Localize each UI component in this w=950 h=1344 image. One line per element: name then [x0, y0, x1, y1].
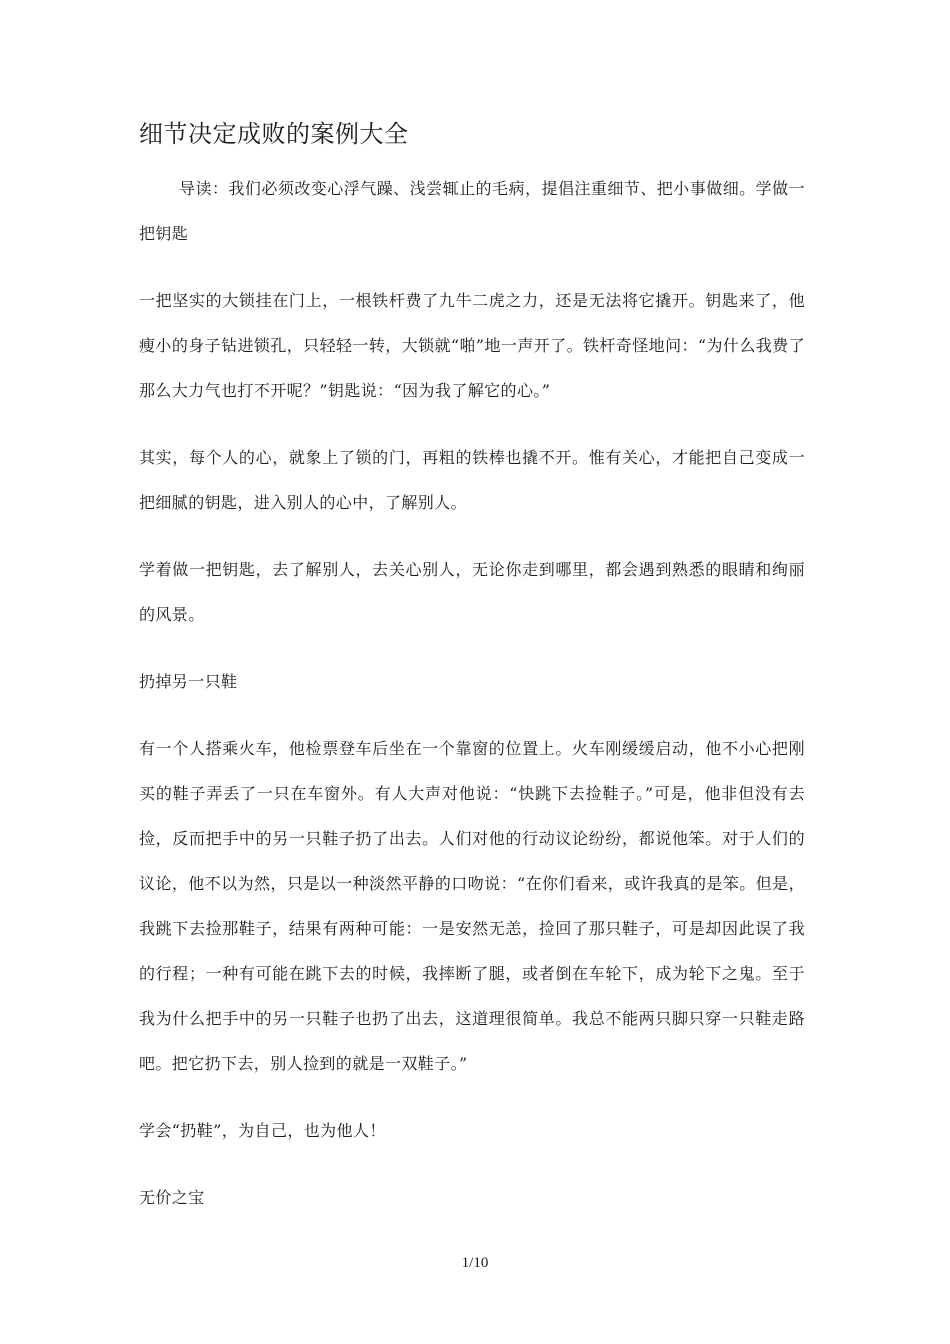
intro-paragraph: 导读：我们必须改变心浮气躁、浅尝辄止的毛病，提倡注重细节、把小事做细。学做一把钥匙 [139, 179, 805, 243]
document-title: 细节决定成败的案例大全 [139, 120, 409, 148]
section-heading-treasure: 无价之宝 [139, 1188, 205, 1207]
key-lesson-paragraph: 学着做一把钥匙，去了解别人，去关心别人，无论你走到哪里，都会遇到熟悉的眼睛和绚丽的风景。 [139, 560, 805, 624]
shoe-lesson-paragraph: 学会“扔鞋”，为自己，也为他人！ [139, 1121, 386, 1140]
document-body [139, 112, 805, 1242]
key-story-paragraph: 一把坚实的大锁挂在门上，一根铁杆费了九牛二虎之力，还是无法将它撬开。钥匙来了，他瘦小的身子钻进锁孔，只轻轻一转，大锁就“啪”地一声开了。铁杆奇怪地问：“为什么我费了那么大力气也打不开呢？”钥匙说：“因为我了解它的心。” [139, 291, 805, 400]
shoe-story-paragraph: 有一个人搭乘火车，他检票登车后坐在一个靠窗的位置上。火车刚缓缓启动，他不小心把刚买的鞋子弄丢了一只在车窗外。有人大声对他说：“快跳下去捡鞋子。”可是，他非但没有去捡，反而把手中的另一只鞋子扔了出去。人们对他的行动议论纷纷，都说他笨。对于人们的议论，他不以为然，只是以一种淡然平静的口吻说：“在你们看来，或许我真的是笨。但是，我跳下去捡那鞋子，结果有两种可能：一是安然无恙，捡回了那只鞋子，可是却因此误了我的行程；一种有可能在跳下去的时候，我摔断了腿，或者倒在车轮下，成为轮下之鬼。至于我为什么把手中的另一只鞋子也扔了出去，这道理很简单。我总不能两只脚只穿一只鞋走路吧。把它扔下去，别人捡到的就是一双鞋子。” [139, 739, 805, 1073]
section-heading-shoe: 扔掉另一只鞋 [139, 672, 238, 691]
key-reflection-paragraph: 其实，每个人的心，就象上了锁的门，再粗的铁棒也撬不开。惟有关心，才能把自己变成一把细腻的钥匙，进入别人的心中，了解别人。 [139, 448, 805, 512]
page-number: 1/10 [461, 1255, 489, 1271]
